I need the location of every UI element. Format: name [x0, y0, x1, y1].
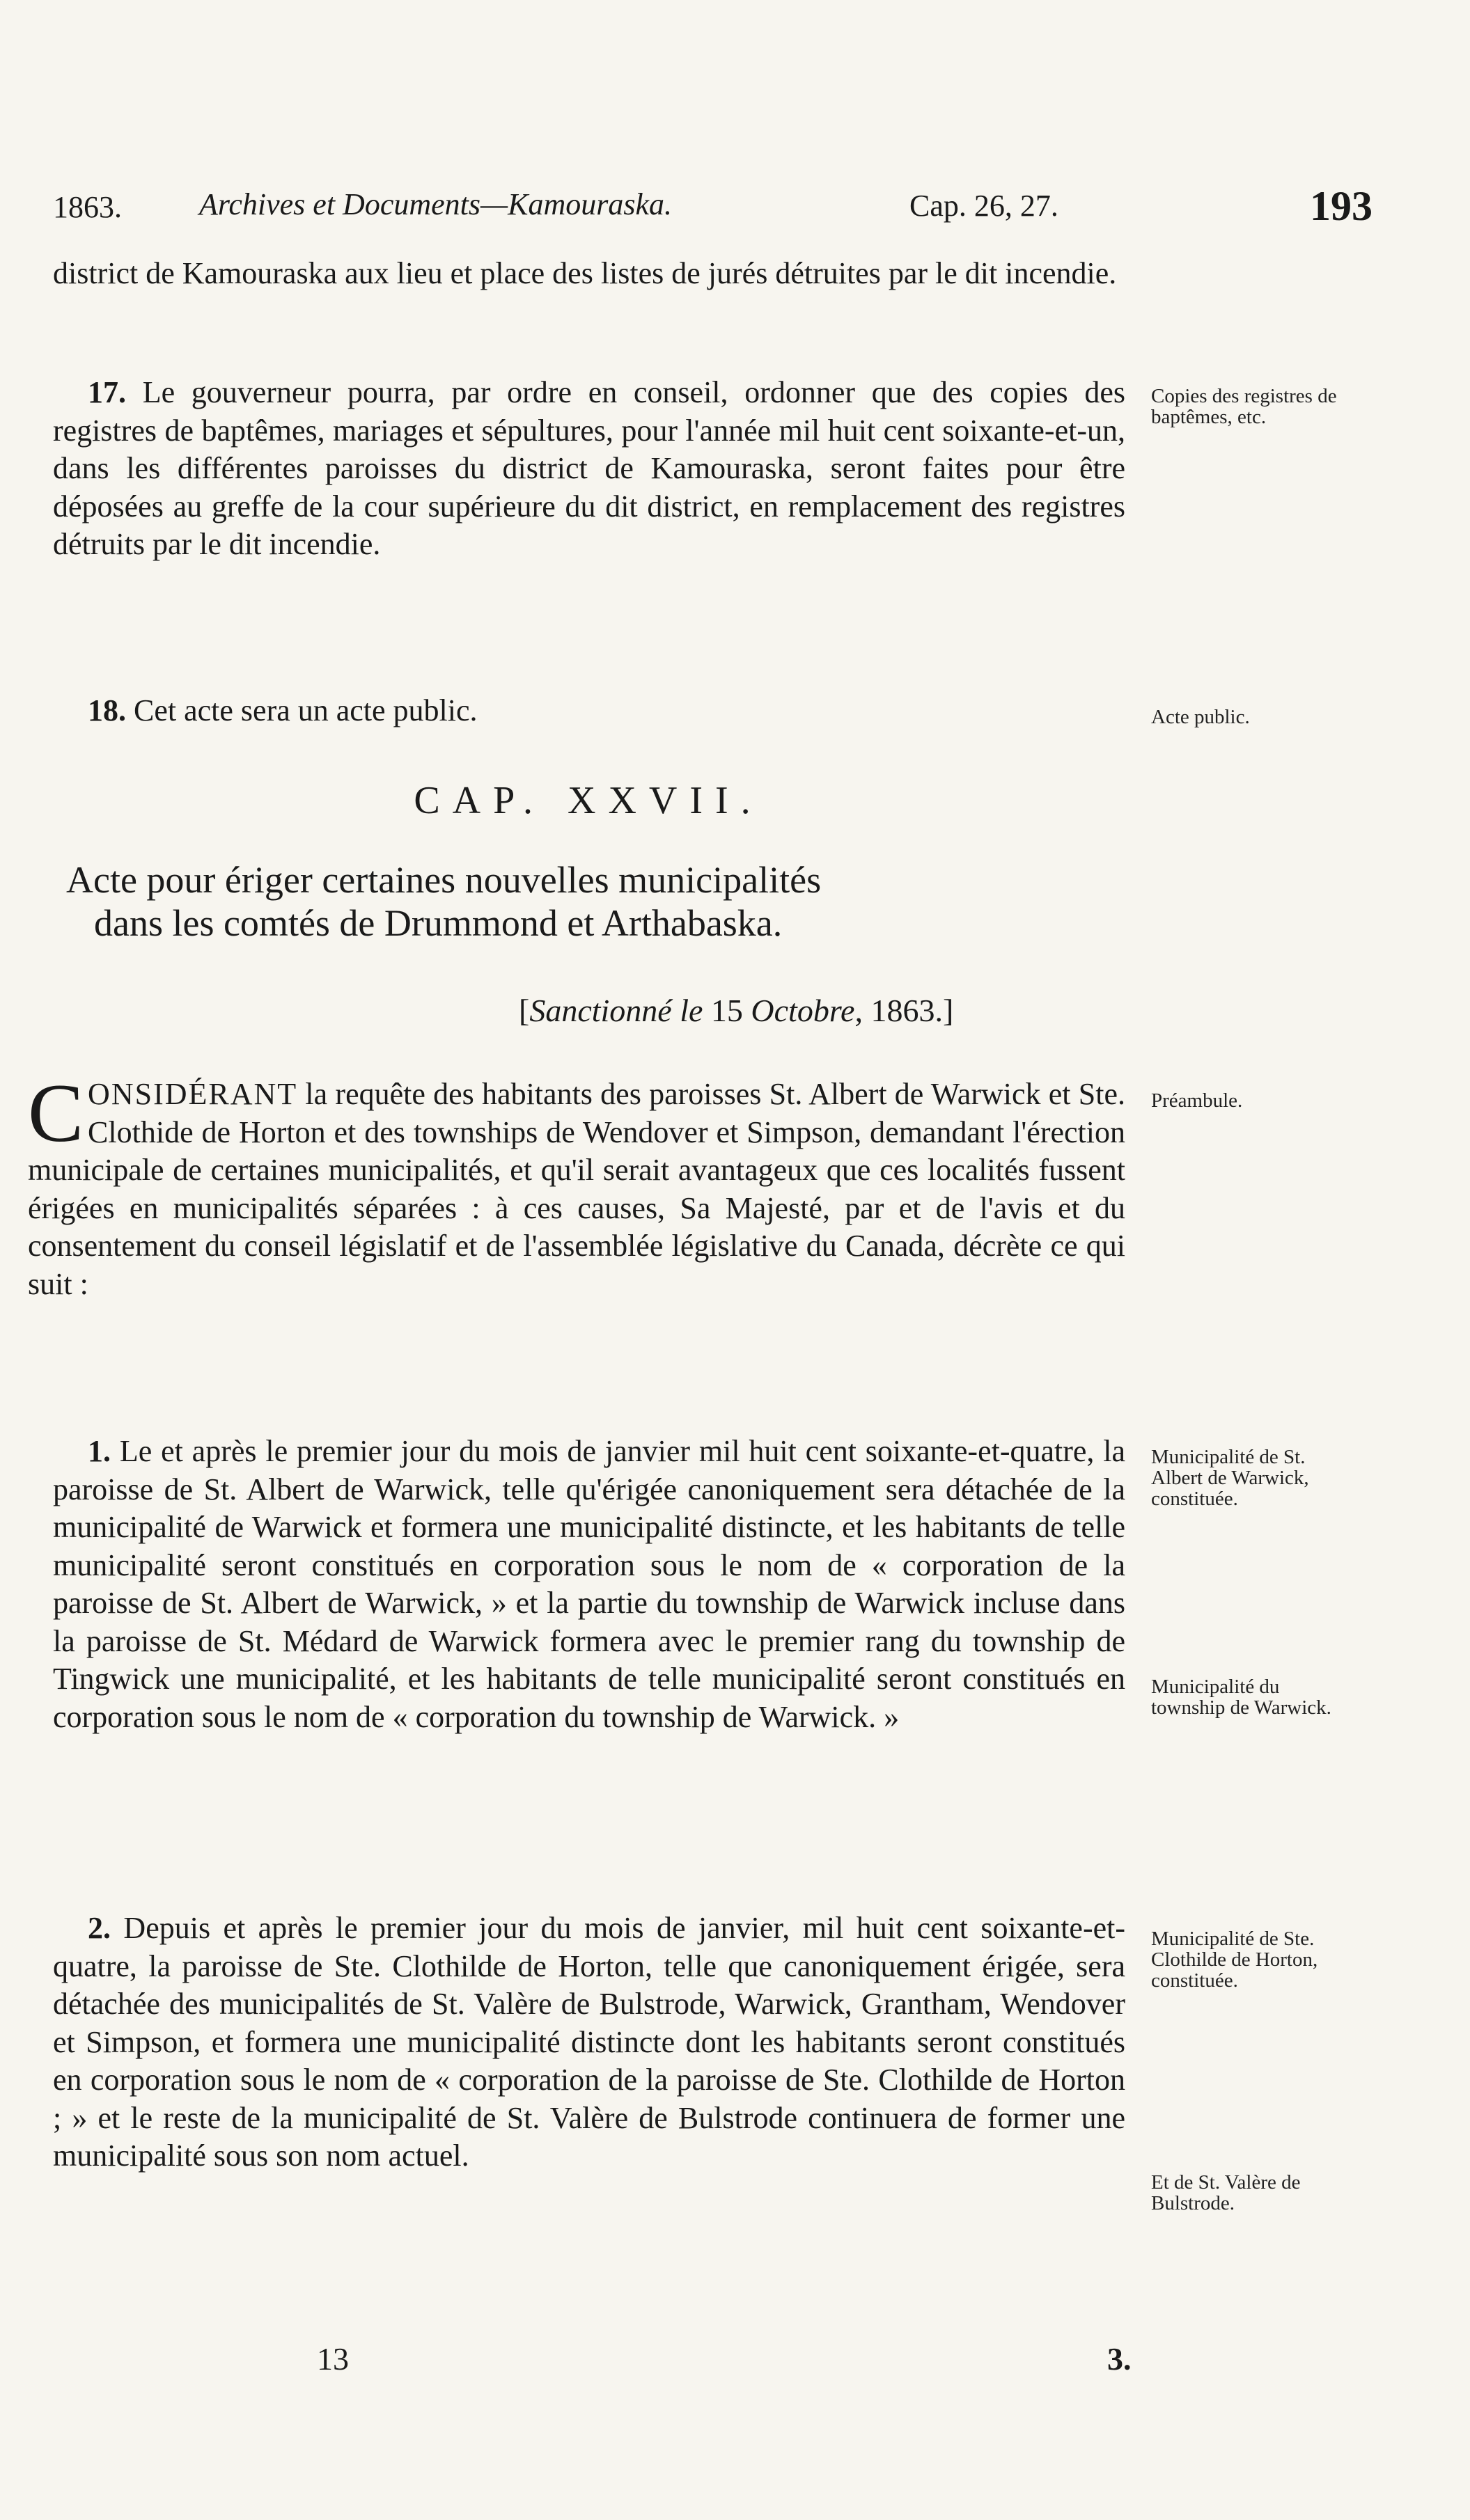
margin-note-st-albert: Municipalité de St. Albert de Warwick, constituée.	[1151, 1446, 1309, 1510]
header-chapter: Cap. 26, 27.	[909, 189, 1058, 223]
article-2	[53, 1909, 1125, 2175]
article-2-text: Depuis et après le premier jour du mois de janvier, mil huit cent soixante-et-quatre, la paroisse de Ste. Clothilde de Horton, telle que canoniquement érigée, sera détachée des municipalités de St. Valère de Bulstrode, Warwick, Grantham, Wendover et Simpson, et formera une municipalité distincte dont les habitants seront constitués en corporation sous le nom de « corporation de la paroisse de Ste. Clothilde de Horton ; » et le reste de la municipalité de St. Valère de Bulstrode continuera de former une municipalité sous son nom actuel.	[53, 1911, 1126, 2173]
intro-text: district de Kamouraska aux lieu et place des listes de jurés détruites par le dit incendie.	[53, 256, 1117, 290]
article-2-paragraph	[53, 1909, 1125, 2175]
section-18-paragraph	[53, 692, 1125, 730]
running-title: Archives et Documents—Kamouraska.	[199, 187, 673, 221]
margin-note-st-valere: Et de St. Valère de Bulstrode.	[1151, 2171, 1301, 2214]
intro-paragraph	[53, 255, 1125, 293]
page-number: 193	[1310, 183, 1373, 229]
sanction-day: 15	[710, 993, 743, 1028]
sanction-open: [	[519, 993, 530, 1028]
sanction-year: 1863.]	[870, 993, 954, 1028]
preamble	[28, 1066, 1126, 1303]
margin-note-copies: Copies des registres de baptêmes, etc.	[1151, 385, 1337, 428]
section-17-text: Le gouverneur pourra, par ordre en conseil, ordonner que des copies des registres de baptêmes, mariages et sépultures, pour l'année mil huit cent soixante-et-un, dans les différentes paroisses du district de Kamouraska, seront faites pour être déposées au greffe de la cour supérieure du dit district, en remplacement des registres détruits par le dit incendie.	[53, 375, 1126, 561]
section-17	[53, 374, 1125, 564]
act-title-line-2: dans les comtés de Drummond et Arthabaska.	[94, 902, 783, 944]
article-1-text: Le et après le premier jour du mois de janvier mil huit cent soixante-et-quatre, la paroisse de St. Albert de Warwick, telle qu'érigée canoniquement sera détachée de la municipalité de Warwick et formera une municipalité distincte, et les habitants de telle municipalité seront constitués en corporation sous le nom de « corporation de la paroisse de St. Albert de Warwick, » et la partie du township de Warwick incluse dans la paroisse de St. Médard de Warwick formera avec le premier rang du township de Tingwick une municipalité, et les habitants de telle municipalité seront constitués en corporation sous le nom de « corporation du township de Warwick. »	[53, 1434, 1126, 1734]
margin-note-preambule: Préambule.	[1151, 1089, 1243, 1112]
sanction-month: Octobre,	[751, 993, 863, 1028]
chapter-heading: CAP. XXVII.	[414, 779, 763, 822]
sanction-label: Sanctionné le	[529, 993, 703, 1028]
article-1-paragraph	[53, 1433, 1125, 1736]
section-18	[53, 692, 1125, 730]
section-18-number: 18.	[88, 693, 126, 727]
preamble-paragraph	[28, 1066, 1126, 1303]
article-1-number: 1.	[88, 1434, 111, 1468]
signature-mark: 13	[317, 2341, 349, 2377]
header-year: 1863.	[53, 190, 122, 224]
drop-cap: C	[28, 1066, 84, 1159]
sanction-line	[519, 992, 953, 1029]
sheet-mark: 3.	[1107, 2341, 1132, 2377]
margin-note-ste-clothilde: Municipalité de Ste. Clothilde de Horton, constituée.	[1151, 1928, 1318, 1992]
running-header	[53, 182, 1373, 231]
preamble-text: la requête des habitants des paroisses St. Albert de Warwick et Ste. Clothide de Horton et des townships de Wendover et Simpson, demandant l'érection municipale de certaines municipalités, et qu'il serait avantageux que ces localités fussent érigées en municipalités séparées : à ces causes, Sa Majesté, par et de l'avis et du consentement du conseil législatif et de l'assemblée législative du Canada, décrète ce qui suit :	[28, 1077, 1126, 1301]
preamble-first-word: ONSIDÉRANT	[88, 1077, 298, 1111]
margin-note-township-warwick: Municipalité du township de Warwick.	[1151, 1676, 1331, 1719]
section-17-paragraph	[53, 374, 1125, 564]
section-17-number: 17.	[88, 375, 126, 409]
article-2-number: 2.	[88, 1911, 111, 1945]
act-title-line-1: Acte pour ériger certaines nouvelles municipalités	[66, 859, 822, 901]
margin-note-acte-public: Acte public.	[1151, 706, 1250, 728]
act-title	[66, 858, 1152, 945]
article-1	[53, 1433, 1125, 1736]
section-18-text: Cet acte sera un acte public.	[134, 693, 478, 727]
